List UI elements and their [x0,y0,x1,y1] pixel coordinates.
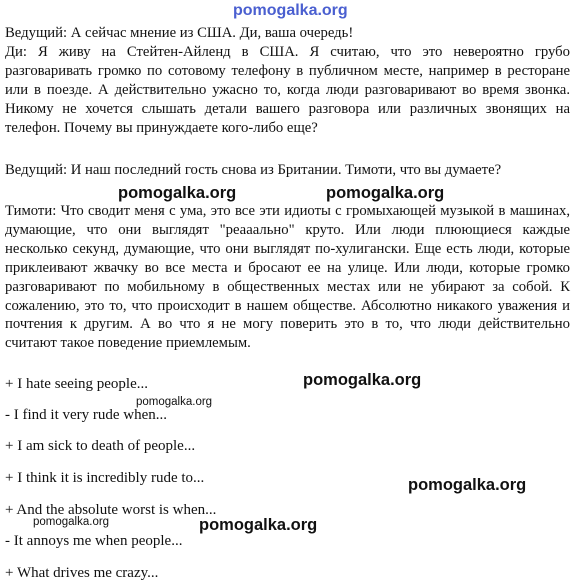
phrase-item: - It annoys me when people... [5,533,183,549]
dialogue-line: Ведущий: И наш последний гость снова из Британии. Тимоти, что вы думаете? [5,162,502,178]
watermark: pomogalka.org [33,516,110,528]
phrase-item: + I hate seeing people... [5,376,148,392]
watermark: pomogalka.org [303,371,422,389]
dialogue-host-intro [5,24,570,43]
dialogue-line: Тимоти: Что сводит меня с ума, это все эти идиоты с громыхающей музыкой в машинах, думающие, что они выглядят "реааальнo" круто. Или люди плюющиеся каждые несколько секунд, думающие, что они выглядят по-хулигански. Еще есть люди, которые приклеивают жвачку во все места и бросают ее на улице. Или люди, которые громко разговаривают по мобильному в общественных местах или не убирают за собой. К сожалению, это то, что происходит в нашем обществе. Абсолютно никакого уважения и почтения к другим. А во что я не могу поверить это в то, что люди действительно считают такое поведение приемлемым. [5,203,570,352]
watermark: pomogalka.org [136,396,213,408]
phrase-item: + What drives me crazy... [5,565,159,581]
phrase-item: + I am sick to death of people... [5,438,196,454]
dialogue-line: Ди: Я живу на Стейтен-Айленд в США. Я считаю, что это невероятно грубо разговаривать громко по сотовому телефону в публичном месте, например в ресторане или в поезде. А действительно ужасно то, когда люди разговаривают во время звонка. Никому не хочется слышать детали вашего разговора или различных звонящих на телефон. Почему вы принуждаете кого-либо еще? [5,44,570,136]
dialogue-di [5,43,570,138]
phrase-item: + I think it is incredibly rude to... [5,470,205,486]
watermark: pomogalka.org [199,516,318,534]
dialogue-line: Ведущий: А сейчас мнение из США. Ди, ваша очередь! [5,25,354,41]
watermark: pomogalka.org [118,184,237,202]
phrase-item: + And the absolute worst is when... [5,502,217,518]
dialogue-host-question [5,161,570,180]
watermark: pomogalka.org [326,184,445,202]
watermark: pomogalka.org [408,476,527,494]
phrase-item: - I find it very rude when... [5,407,168,423]
dialogue-timothy [5,202,570,353]
watermark-top: pomogalka.org [233,2,348,19]
